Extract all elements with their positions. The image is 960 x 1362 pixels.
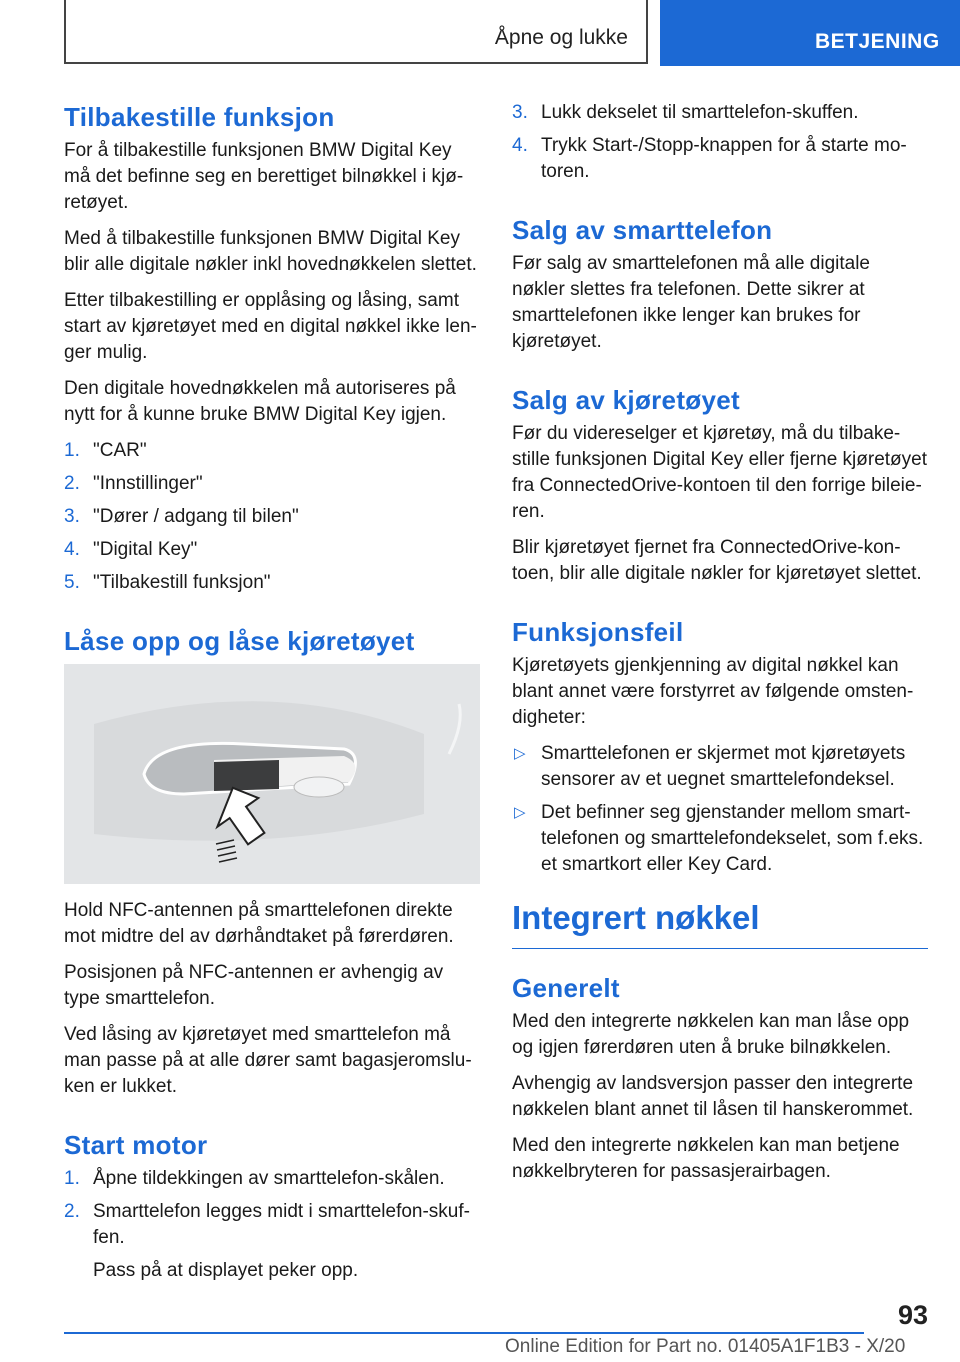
heading-sell-phone: Salg av smarttelefon [512,215,773,245]
fault-list [512,741,928,878]
step-item [64,1166,480,1192]
fault-text: Smarttelefonen er skjermet mot kjøretøyets sensorer av et uegnet smarttelefondeksel. [541,743,906,790]
step-item [512,133,928,185]
footer-edition: Online Edition for Part no. 01405A1F1B3 - X/20 [505,1336,906,1357]
fault-paragraph: Kjøretøyets gjenkjenning av digital nøkkel kan blant annet være forstyrret av følgende omstendigheter: [512,655,914,728]
step-item [64,570,480,596]
integrated-paragraph: Med den integrerte nøkkelen kan man låse opp og igjen førerdøren uten å bruke bilnøkkelen. [512,1011,910,1058]
step-text: Åpne tildekkingen av smarttelefon-skålen. [93,1168,445,1189]
step-number: 2. [64,473,80,494]
step-number: 4. [512,135,528,156]
reset-paragraph: Den digitale hovednøkkelen må autoriseres på nytt for å kunne bruke BMW Digital Key igjen. [64,378,456,425]
heading-sell-vehicle: Salg av kjøretøyet [512,385,740,415]
step-number: 3. [512,102,528,123]
heading-integrated-key: Integrert nøkkel [512,896,928,949]
step-number: 4. [64,539,80,560]
fault-list-item [512,800,928,878]
unlock-paragraph: Ved låsing av kjøretøyet med smarttelefon må man passe på at alle dører samt bagasjeromsluken er lukket. [64,1024,472,1097]
reset-paragraph: Med å tilbakestille funksjonen BMW Digital Key blir alle digitale nøkler inkl hovednøkkelen slettet. [64,228,477,275]
step-number: 5. [64,572,80,593]
right-column [512,100,928,1195]
left-column [64,100,480,1302]
sell-vehicle-paragraph: Før du videreselger et kjøretøy, må du tilbakestille funksjonen Digital Key eller fjerne kjøretøyet fra ConnectedOrive-kontoen til den forrige bileieren. [512,423,928,522]
sell-vehicle-paragraph: Blir kjøretøyet fjernet fra ConnectedOrive-kontoen, blir alle digitale nøkler for kjøretøyet slettet. [512,537,922,584]
step-text: Trykk Start-/Stopp-knappen for å starte motoren. [541,135,907,182]
door-handle-nfc-figure [64,664,480,884]
page-number: 93 [897,1300,928,1330]
step-text: "CAR" [93,440,147,461]
step-text: "Dører / adgang til bilen" [93,506,299,527]
step-item [64,438,480,464]
step-text: "Digital Key" [93,539,198,560]
step-item [64,504,480,530]
step-text: "Tilbakestill funksjon" [93,572,271,593]
step-item [512,100,928,126]
step-number: 1. [64,1168,80,1189]
step-number: 3. [64,506,80,527]
reset-paragraph: For å tilbakestille funksjonen BMW Digital Key må det befinne seg en berettiget bilnøkkel i kjøretøyet. [64,140,464,213]
step-text: "Innstillinger" [93,473,203,494]
unlock-paragraph: Hold NFC-antennen på smarttelefonen direkte mot midtre del av dørhåndtaket på førerdøren. [64,900,454,947]
step-number: 1. [64,440,80,461]
header-section-title: Åpne og lukke [494,26,628,49]
header-chapter-label: BETJENING [815,30,940,53]
header-section-box [64,0,648,64]
integrated-paragraph: Avhengig av landsversjon passer den integrerte nøkkelen blant annet til låsen til hanskerommet. [512,1073,914,1120]
reset-steps [64,438,480,596]
footer-rule [64,1332,864,1334]
header-chapter-tab [660,0,960,66]
heading-unlock: Låse opp og låse kjøretøyet [64,626,415,656]
step-subnote: Pass på at displayet peker opp. [93,1260,359,1281]
step-number: 2. [64,1201,80,1222]
fault-list-item [512,741,928,793]
triangle-bullet-icon: ▷ [514,804,526,821]
start-steps [64,1166,480,1284]
reset-paragraph: Etter tilbakestilling er opplåsing og låsing, samt start av kjøretøyet med en digital nøkkel ikke lenger mulig. [64,290,477,363]
step-text: Lukk dekselet til smarttelefon-skuffen. [541,102,859,123]
heading-general: Generelt [512,973,620,1003]
page-header [0,0,960,66]
sell-phone-paragraph: Før salg av smarttelefonen må alle digitale nøkler slettes fra telefonen. Dette sikrer at smarttelefonen ikke lenger kan brukes for kjøretøyet. [512,253,870,352]
heading-start: Start motor [64,1130,208,1160]
step-item [64,1199,480,1284]
integrated-paragraph: Med den integrerte nøkkelen kan man betjene nøkkelbryteren for passasjerairbagen. [512,1135,900,1182]
step-text: Smarttelefon legges midt i smarttelefon-skuffen. [93,1201,470,1248]
triangle-bullet-icon: ▷ [514,745,526,762]
unlock-paragraph: Posisjonen på NFC-antennen er avhengig av type smarttelefon. [64,962,444,1009]
heading-fault: Funksjonsfeil [512,617,684,647]
step-item [64,537,480,563]
start-steps-continued [512,100,928,185]
step-item [64,471,480,497]
fault-text: Det befinner seg gjenstander mellom smarttelefonen og smarttelefondekselet, som f.eks. et smartkort eller Key Card. [541,802,924,875]
heading-reset: Tilbakestille funksjon [64,102,335,132]
